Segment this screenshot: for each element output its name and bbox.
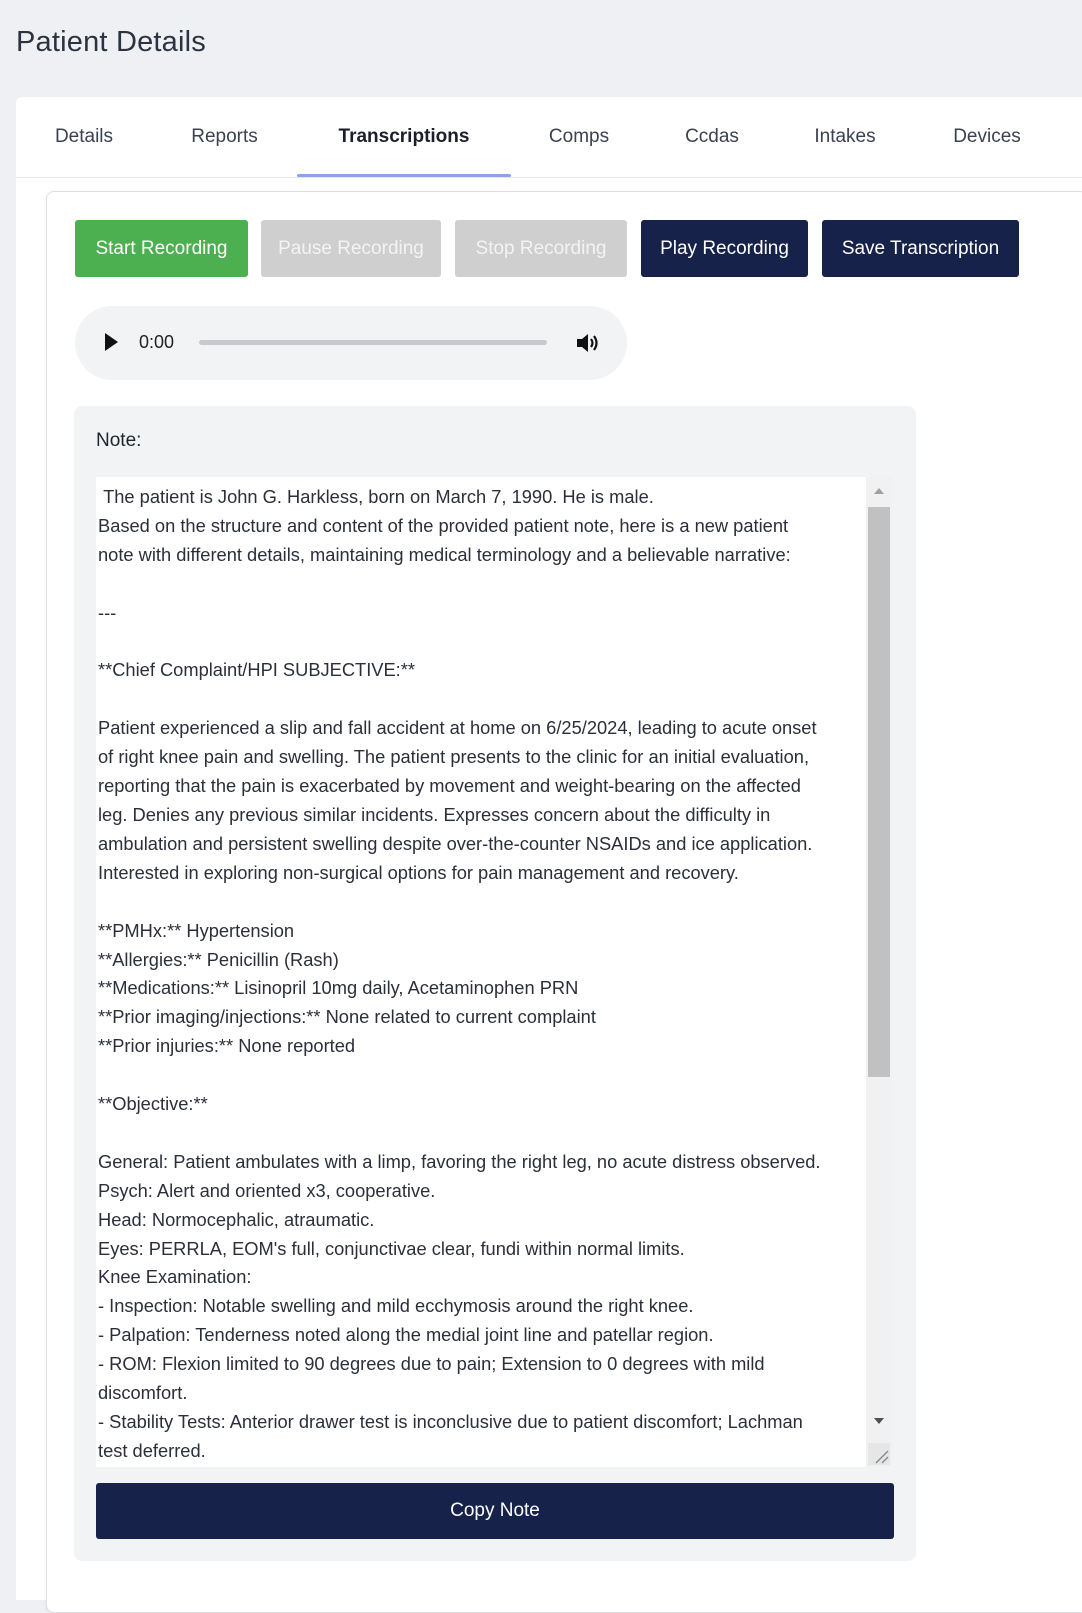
note-label: Note: [96,430,142,451]
patient-details-card [16,97,1082,1600]
tab-intakes[interactable]: Intakes [814,126,876,147]
tab-ccdas[interactable]: Ccdas [685,126,739,147]
scroll-up-icon[interactable] [874,488,884,494]
note-text: The patient is John G. Harkless, born on March 7, 1990. He is male. Based on the structure and content of the provided patient note, here is a new patient note with different details, maintaining medical terminology and a believable narrative: --- **Chief Complaint/HPI SUBJECTIVE:** Patient experienced a slip and fall accident at home on 6/25/2024, leading to acute onset of right knee pain and swelling. The patient presents to the clinic for an initial evaluation, reporting that the pain is exacerbated by movement and weight-bearing on the affected leg. Denies any previous similar incidents. Expresses concern about the difficulty in ambulation and persistent swelling despite over-the-counter NSAIDs and ice application. Interested in exploring non-surgical options for pain management and recovery. **PMHx:** Hypertension **Allergies:** Penicillin (Rash) **Medications:** Lisinopril 10mg daily, Acetaminophen PRN **Prior imaging/injections:** None related to current complaint **Prior injuries:** None reported **Objective:** General: Patient ambulates with a limp, favoring the right leg, no acute distress observed. Psych: Alert and oriented x3, cooperative. Head: Normocephalic, atraumatic. Eyes: PERRLA, EOM's full, conjunctivae clear, fundi within normal limits. Knee Examination: - Inspection: Notable swelling and mild ecchymosis around the right knee. - Palpation: Tenderness noted along the medial joint line and patellar region. - ROM: Flexion limited to 90 degrees due to pain; Extension to 0 degrees with mild discomfort. - Stability Tests: Anterior drawer test is inconclusive due to patient discomfort; Lachman test deferred. [98,486,821,1461]
page-title: Patient Details [16,26,206,58]
audio-player [75,306,627,380]
note-card [74,406,916,1561]
tab-devices[interactable]: Devices [953,126,1021,147]
resize-handle-icon[interactable] [868,1443,890,1465]
tab-reports[interactable]: Reports [191,126,258,147]
transcription-panel [46,191,1082,1613]
pause-recording-button[interactable]: Pause Recording [261,220,441,277]
stop-recording-button[interactable]: Stop Recording [455,220,627,277]
scroll-thumb[interactable] [868,507,890,1077]
tab-transcriptions[interactable]: Transcriptions [338,126,470,147]
tab-bar [16,97,1082,178]
active-tab-indicator [297,174,511,177]
play-recording-button[interactable]: Play Recording [641,220,808,277]
audio-current-time: 0:00 [139,332,175,352]
note-scrollbar[interactable] [866,477,892,1467]
scroll-down-icon[interactable] [874,1418,884,1424]
note-textarea[interactable] [96,477,892,1467]
audio-progress-bar[interactable] [199,340,547,345]
tab-comps[interactable]: Comps [548,126,610,147]
tab-details[interactable]: Details [54,126,114,147]
save-transcription-button[interactable]: Save Transcription [822,220,1019,277]
volume-icon[interactable] [575,331,601,355]
copy-note-button[interactable]: Copy Note [96,1483,894,1539]
play-icon[interactable] [105,333,118,351]
start-recording-button[interactable]: Start Recording [75,220,248,277]
